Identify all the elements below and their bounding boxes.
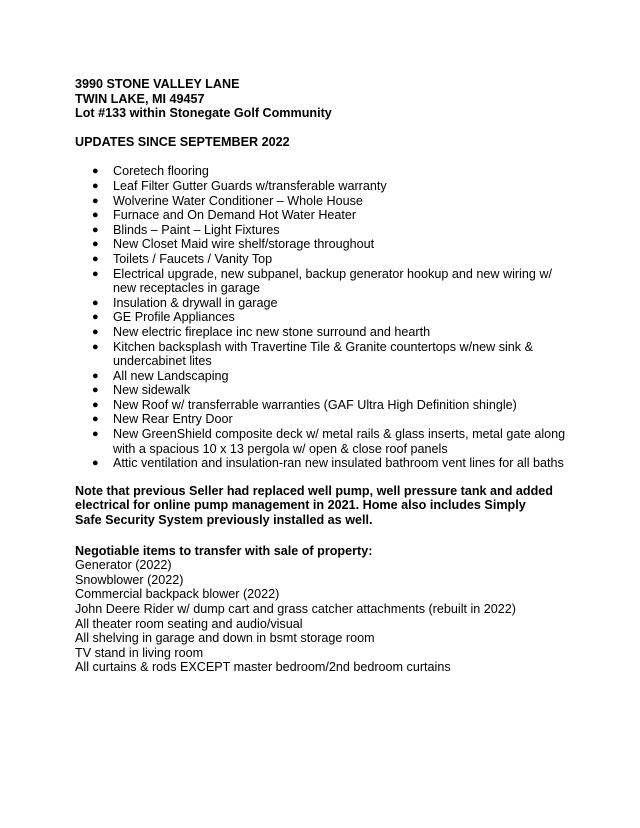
negotiable-title: Negotiable items to transfer with sale of property: [75,543,373,558]
list-item-text: Toilets / Faucets / Vanity Top [113,251,273,266]
list-item [75,267,573,296]
list-item [75,194,573,209]
list-item-text: New Rear Entry Door [113,412,233,427]
bullet-icon: ● [92,311,99,324]
list-item [75,427,573,456]
list-item-text: All new Landscaping [113,368,229,383]
bullet-icon: ● [92,209,99,222]
bullet-icon: ● [92,296,99,309]
list-item [75,164,573,179]
list-item [75,369,573,384]
list-item [75,412,573,427]
negotiable-list [75,558,575,675]
list-item: Commercial backpack blower (2022) [75,587,280,602]
list-item-text: Coretech flooring [113,164,209,179]
list-item [75,179,573,194]
bullet-icon: ● [92,223,99,236]
address-line-2: TWIN LAKE, MI 49457 [75,91,205,106]
list-item [75,310,573,325]
list-item-text: Electrical upgrade, new subpanel, backup generator hookup and new wiring w/ new receptacles in garage [113,266,552,296]
bullet-icon: ● [92,369,99,382]
property-header [75,77,575,121]
list-item [75,456,573,471]
list-item [75,208,573,223]
list-item-text: Leaf Filter Gutter Guards w/transferable warranty [113,178,387,193]
document-page [75,77,575,675]
updates-list [75,164,575,470]
list-item [75,252,573,267]
bullet-icon: ● [92,179,99,192]
bullet-icon: ● [92,325,99,338]
list-item: All shelving in garage and down in bsmt storage room [75,631,375,646]
list-item-text: Wolverine Water Conditioner – Whole House [113,193,363,208]
list-item: TV stand in living room [75,645,204,660]
list-item: All curtains & rods EXCEPT master bedroom/2nd bedroom curtains [75,660,451,675]
list-item-text: New Closet Maid wire shelf/storage throughout [113,237,375,252]
list-item-text: New electric fireplace inc new stone surround and hearth [113,324,431,339]
list-item [75,223,573,238]
bullet-icon: ● [92,165,99,178]
list-item: All theater room seating and audio/visual [75,616,303,631]
list-item-text: GE Profile Appliances [113,310,235,325]
lot-line: Lot #133 within Stonegate Golf Community [75,106,332,121]
list-item-text: New sidewalk [113,383,190,398]
list-item-text: Kitchen backsplash with Travertine Tile & Granite countertops w/new sink & undercabinet lites [113,339,533,369]
list-item [75,237,573,252]
list-item [75,325,573,340]
updates-title: UPDATES SINCE SEPTEMBER 2022 [75,134,290,149]
list-item: John Deere Rider w/ dump cart and grass catcher attachments (rebuilt in 2022) [75,602,516,616]
list-item-text: Furnace and On Demand Hot Water Heater [113,208,357,223]
bullet-icon: ● [92,384,99,397]
bullet-icon: ● [92,413,99,426]
list-item-text: New GreenShield composite deck w/ metal rails & glass inserts, metal gate along with a spacious 10 x 13 pergola w/ open & close roof panels [113,427,566,456]
seller-note: Note that previous Seller had replaced well pump, well pressure tank and added electrical for online pump management in 2021. Home also includes Simply Safe Security System previously installed as well. [75,483,553,528]
list-item-text: Insulation & drywall in garage [113,295,278,310]
list-item-text: Attic ventilation and insulation-ran new insulated bathroom vent lines for all baths [113,456,564,471]
list-item [75,383,573,398]
list-item [75,296,573,311]
bullet-icon: ● [92,194,99,207]
bullet-icon: ● [92,267,99,280]
list-item [75,398,573,413]
list-item [75,340,573,369]
list-item: Generator (2022) [75,558,172,573]
list-item-text: Blinds – Paint – Light Fixtures [113,222,280,237]
list-item: Snowblower (2022) [75,572,184,587]
bullet-icon: ● [92,252,99,265]
bullet-icon: ● [92,398,99,411]
bullet-icon: ● [92,340,99,353]
list-item-text: New Roof w/ transferrable warranties (GAF Ultra High Definition shingle) [113,397,517,412]
bullet-icon: ● [92,457,99,470]
bullet-icon: ● [92,238,99,251]
bullet-icon: ● [92,428,99,441]
address-line-1: 3990 STONE VALLEY LANE [75,77,240,91]
